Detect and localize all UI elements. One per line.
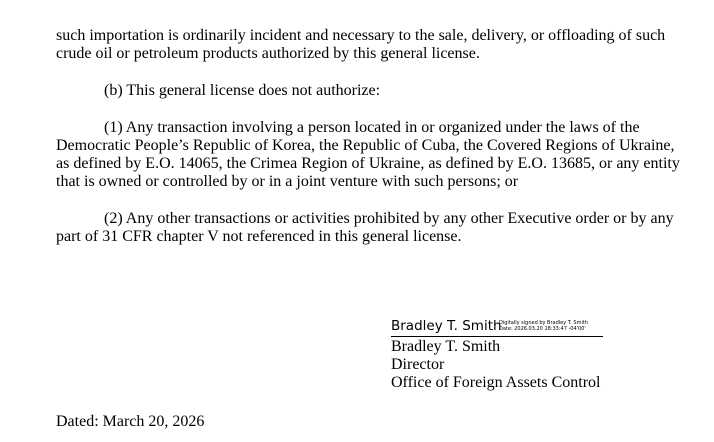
text-line: crude oil or petroleum products authorized by this general license. (56, 45, 480, 62)
text-line: Democratic People’s Republic of Korea, the Republic of Cuba, the Covered Regions of Ukraine, (56, 137, 675, 154)
signer-details (391, 337, 631, 392)
digital-signature-signer: Digitally signed by Bradley T. Smith (499, 320, 588, 326)
paragraph-b-heading (56, 82, 686, 100)
digital-signature-date: Date: 2026.03.20 18:33:47 -04'00' (499, 326, 586, 332)
digital-signature-details (499, 320, 588, 332)
paragraph-importation (56, 27, 686, 63)
digital-signature-name: Bradley T. Smith (391, 318, 502, 334)
text-line: part of 31 CFR chapter V not referenced in this general license. (56, 228, 462, 245)
paragraph-b1 (56, 119, 686, 191)
signer-title: Director (391, 356, 445, 373)
signer-name: Bradley T. Smith (391, 338, 501, 355)
text-line: as defined by E.O. 14065, the Crimea Region of Ukraine, as defined by E.O. 13685, or any entity (56, 155, 680, 172)
text-line: (1) Any transaction involving a person located in or organized under the laws of the (104, 119, 640, 136)
dated-line: Dated: March 20, 2026 (56, 413, 205, 430)
text-line: (b) This general license does not authorize: (104, 82, 381, 99)
signature-block (391, 316, 631, 392)
digital-signature[interactable] (391, 316, 603, 337)
signer-office: Office of Foreign Assets Control (391, 374, 601, 391)
text-line: such importation is ordinarily incident and necessary to the sale, delivery, or offloading of such (56, 27, 666, 44)
paragraph-b2 (56, 210, 686, 246)
text-line: that is owned or controlled by or in a joint venture with such persons; or (56, 173, 519, 190)
text-line: (2) Any other transactions or activities prohibited by any other Executive order or by any (104, 210, 674, 227)
